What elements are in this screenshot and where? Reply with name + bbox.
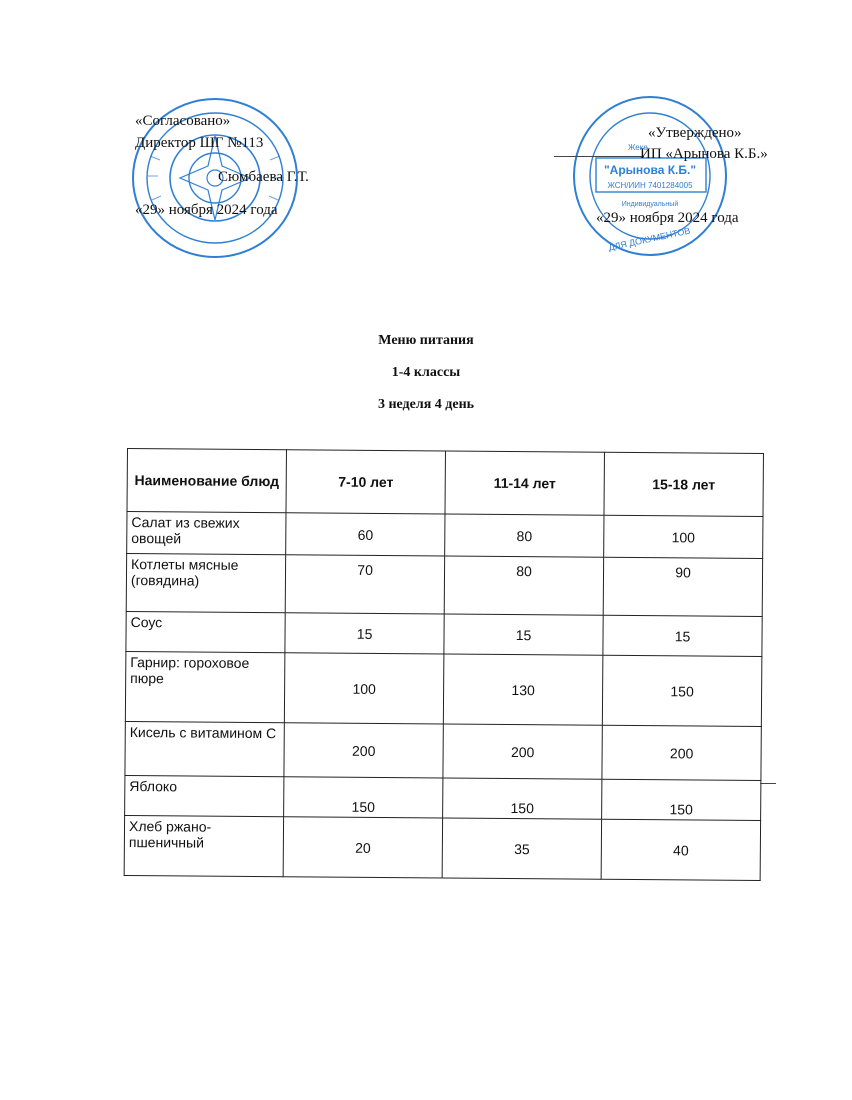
header-age-11-14: 11-14 лет: [445, 451, 604, 515]
portion-7-10: 20: [283, 817, 442, 878]
menu-grades: 1-4 классы: [391, 365, 461, 380]
director-name: Сюмбаева Г.Т.: [218, 169, 309, 185]
dish-name: Салат из свежих овощей: [127, 512, 286, 555]
portion-15-18: 150: [602, 779, 761, 820]
menu-table: [124, 448, 764, 881]
table-row: [124, 815, 760, 880]
stamp-name-text: "Арынова К.Б.": [603, 163, 697, 177]
approved-label: «Утверждено»: [648, 125, 742, 141]
dish-name: Котлеты мясные (говядина): [126, 554, 286, 613]
menu-title: Меню питания: [378, 333, 474, 348]
portion-11-14: 80: [444, 556, 603, 615]
portion-7-10: 70: [285, 555, 444, 614]
header-age-7-10: 7-10 лет: [286, 450, 445, 514]
dish-name: Гарнир: гороховое пюре: [125, 651, 285, 722]
stamp-bottom-text: ДЛЯ ДОКУМЕНТОВ: [607, 225, 692, 253]
portion-7-10: 60: [286, 513, 445, 556]
dish-name: Яблоко: [125, 775, 284, 816]
stray-scan-line: [760, 783, 776, 784]
menu-week-day: 3 неделя 4 день: [377, 397, 475, 412]
dish-name: Хлеб ржано-пшеничный: [124, 815, 284, 876]
portion-7-10: 100: [284, 653, 443, 724]
entrepreneur-label: ИП «Арынова К.Б.»: [640, 146, 768, 162]
left-date: «29» ноября 2024 года: [135, 202, 278, 218]
table-row: [126, 554, 762, 617]
signature-line: [554, 156, 644, 157]
portion-11-14: 80: [445, 514, 604, 557]
header-dish: Наименование блюд: [127, 449, 287, 513]
portion-11-14: 15: [444, 614, 603, 655]
agreed-label: «Согласовано»: [135, 113, 231, 129]
menu-title-block: [0, 330, 852, 426]
table-header-row: [127, 449, 763, 517]
portion-15-18: 100: [604, 515, 763, 558]
portion-11-14: 35: [442, 818, 601, 879]
portion-11-14: 130: [443, 654, 602, 725]
portion-15-18: 15: [603, 615, 762, 656]
dish-name: Соус: [126, 611, 285, 652]
portion-7-10: 150: [284, 777, 443, 818]
table-row: [127, 512, 763, 559]
portion-7-10: 15: [285, 613, 444, 654]
portion-11-14: 150: [443, 778, 602, 819]
dish-name: Кисель с витамином С: [125, 721, 285, 776]
table-row: [125, 775, 761, 820]
portion-7-10: 200: [284, 723, 443, 778]
portion-15-18: 40: [601, 819, 760, 880]
portion-15-18: 90: [603, 557, 762, 616]
stamp-small-text: Индивидуальный: [621, 201, 679, 208]
portion-11-14: 200: [443, 724, 602, 779]
header-age-15-18: 15-18 лет: [604, 452, 763, 516]
stamp-id-text: ЖСН/ИИН 7401284005: [607, 181, 693, 190]
stamp-word-text: Жеке: [628, 143, 648, 152]
right-date: «29» ноября 2024 года: [596, 210, 739, 226]
table-row: [126, 611, 762, 656]
table-row: [125, 651, 762, 726]
table-row: [125, 721, 761, 780]
ip-stamp: [570, 92, 730, 260]
portion-15-18: 150: [602, 655, 762, 726]
director-label: Директор ШГ №113: [135, 135, 264, 151]
portion-15-18: 200: [602, 725, 761, 780]
